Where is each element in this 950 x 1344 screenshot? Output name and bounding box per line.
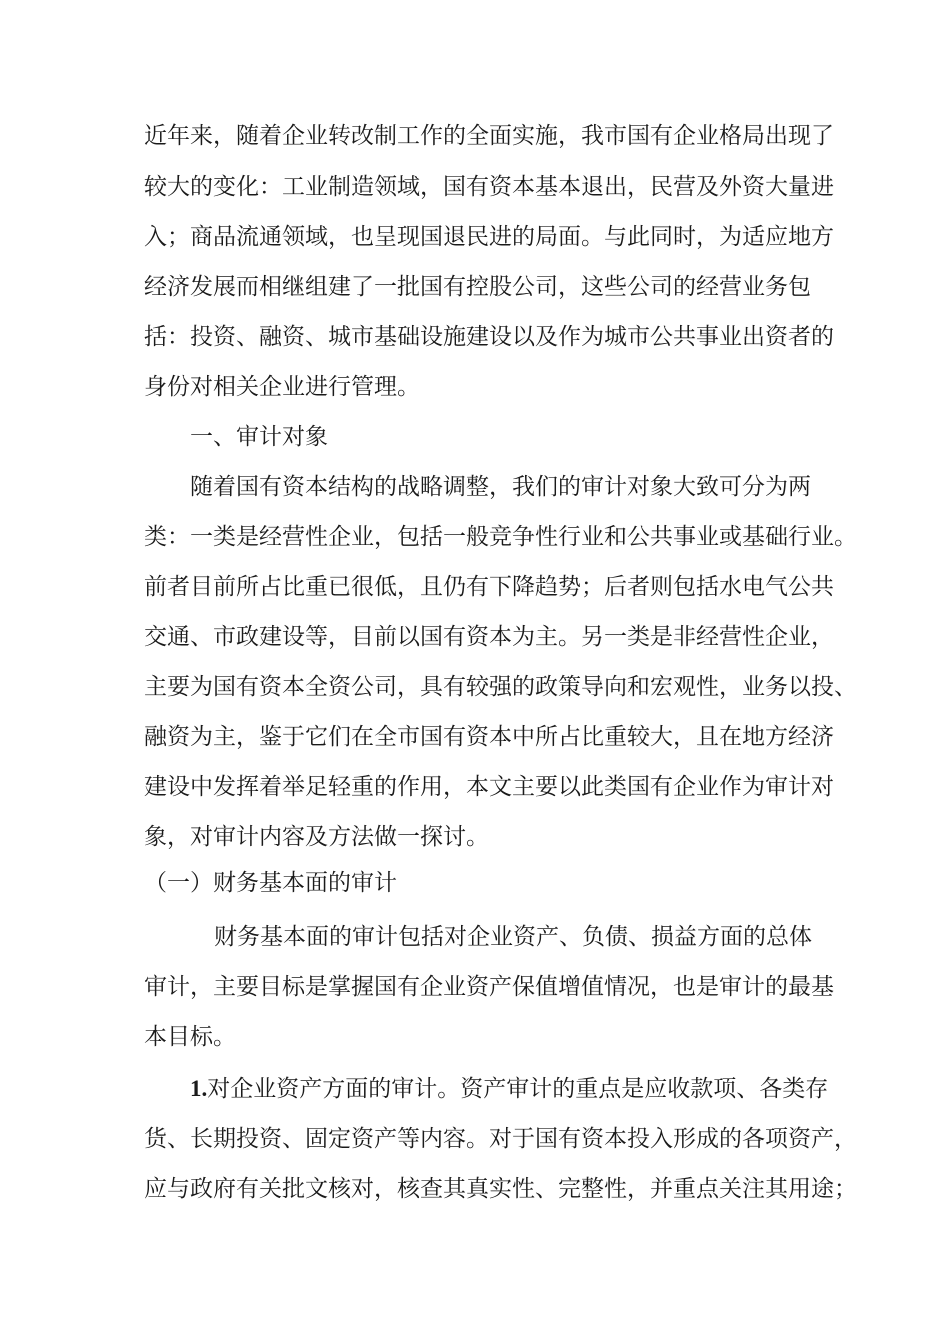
section-heading: 一、审计对象 xyxy=(190,424,328,450)
paragraph-line: 建设中发挥着举足轻重的作用，本文主要以此类国有企业作为审计对 xyxy=(144,774,834,800)
paragraph-line: 经济发展而相继组建了一批国有控股公司，这些公司的经营业务包 xyxy=(144,274,811,300)
paragraph-line: 前者目前所占比重已很低，且仍有下降趋势；后者则包括水电气公共 xyxy=(144,574,834,600)
paragraph-line: 括：投资、融资、城市基础设施建设以及作为城市公共事业出资者的 xyxy=(144,324,834,350)
item-number: 1. xyxy=(190,1076,208,1101)
paragraph-line: 入；商品流通领域，也呈现国退民进的局面。与此同时，为适应地方 xyxy=(144,224,834,250)
paragraph-line: 财务基本面的审计包括对企业资产、负债、损益方面的总体 xyxy=(214,924,812,950)
paragraph-line: 近年来，随着企业转改制工作的全面实施，我市国有企业格局出现了 xyxy=(144,123,834,149)
paragraph-line: 交通、市政建设等，目前以国有资本为主。另一类是非经营性企业， xyxy=(144,624,834,650)
paragraph-line: 应与政府有关批文核对，核查其真实性、完整性，并重点关注其用途； xyxy=(144,1176,857,1202)
paragraph-line: 货、长期投资、固定资产等内容。对于国有资本投入形成的各项资产， xyxy=(144,1126,857,1152)
paragraph-line: 类：一类是经营性企业，包括一般竞争性行业和公共事业或基础行业。 xyxy=(144,524,857,550)
paragraph-line: 本目标。 xyxy=(144,1024,236,1050)
paragraph-line: 象，对审计内容及方法做一探讨。 xyxy=(144,824,489,850)
paragraph-line: 身份对相关企业进行管理。 xyxy=(144,374,420,400)
paragraph-line: 随着国有资本结构的战略调整，我们的审计对象大致可分为两 xyxy=(190,474,811,500)
paragraph-line: 融资为主，鉴于它们在全市国有资本中所占比重较大，且在地方经济 xyxy=(144,724,834,750)
paragraph-line: 1.对企业资产方面的审计。资产审计的重点是应收款项、各类存 xyxy=(190,1076,829,1102)
paragraph-line: 审计，主要目标是掌握国有企业资产保值增值情况，也是审计的最基 xyxy=(144,974,834,1000)
paragraph-line: 较大的变化：工业制造领域，国有资本基本退出，民营及外资大量进 xyxy=(144,174,834,200)
paragraph-line: 主要为国有资本全资公司，具有较强的政策导向和宏观性，业务以投、 xyxy=(144,674,857,700)
subsection-heading: （一）财务基本面的审计 xyxy=(144,870,397,896)
